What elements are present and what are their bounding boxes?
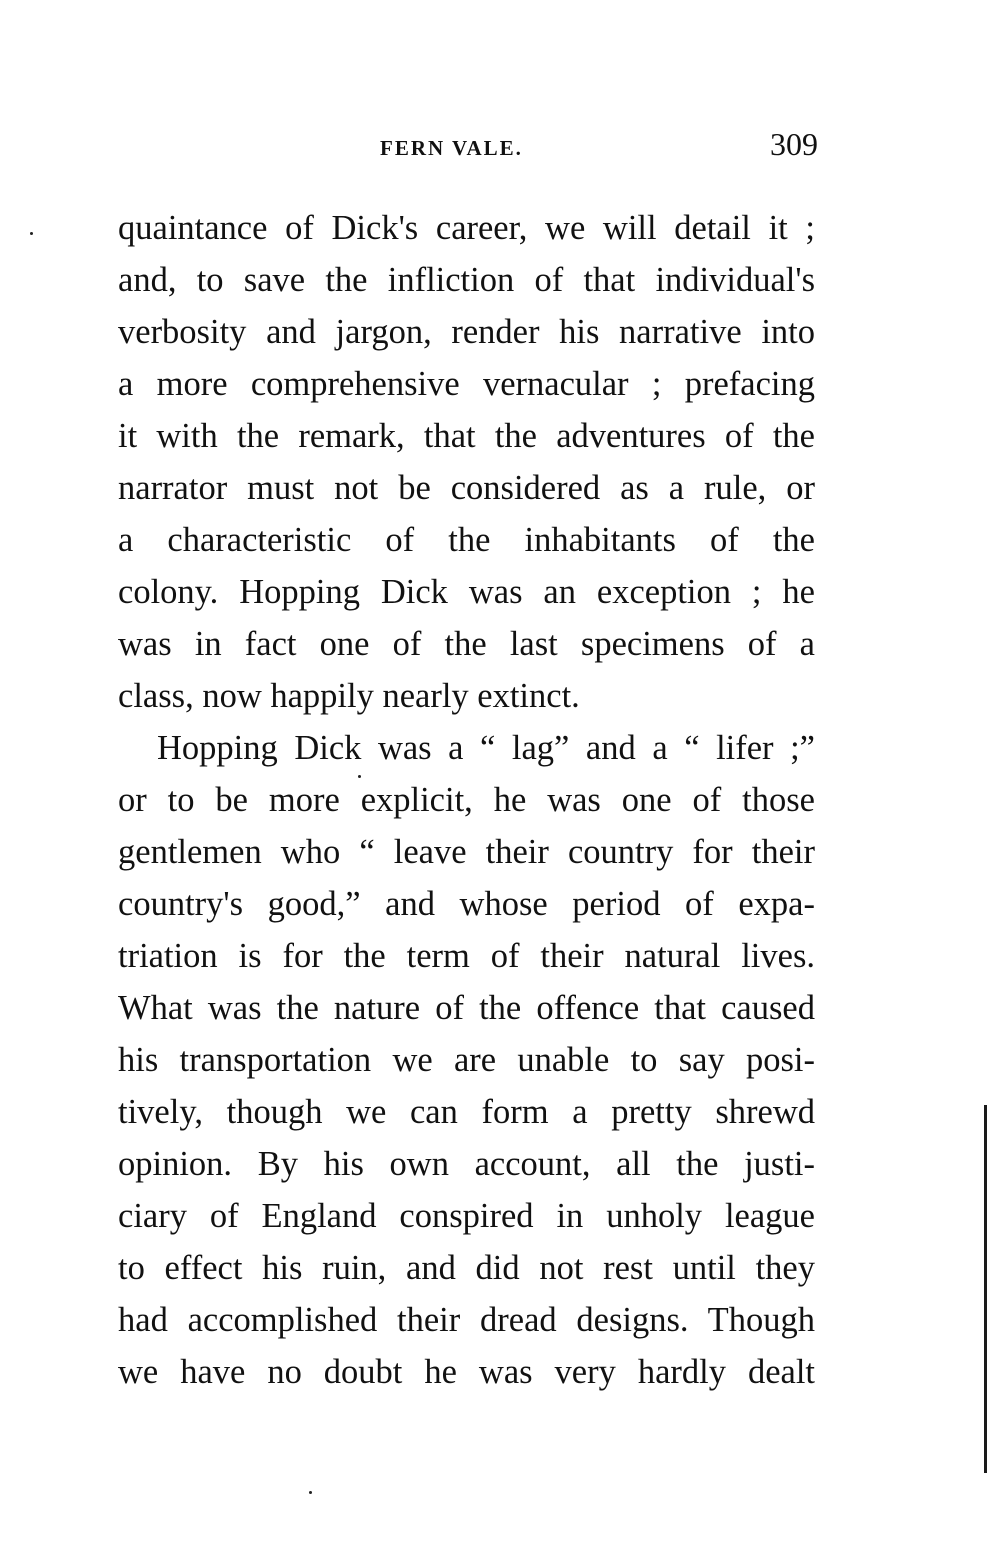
text-line: class, now happily nearly extinct.	[118, 677, 580, 715]
running-title: FERN VALE.	[380, 136, 523, 160]
text-line: had accomplished their dread designs. Though	[118, 1301, 815, 1339]
text-line: country's good,” and whose period of expa-	[118, 885, 815, 923]
text-line: colony. Hopping Dick was an exception ; he	[118, 573, 815, 611]
page-header	[118, 126, 818, 166]
text-line: a more comprehensive vernacular ; prefacing	[118, 365, 815, 403]
text-line: and, to save the infliction of that individual's	[118, 261, 815, 299]
text-line: his transportation we are unable to say posi-	[118, 1041, 815, 1079]
page-number: 309	[770, 126, 818, 162]
text-line: quaintance of Dick's career, we will detail it ;	[118, 209, 815, 247]
text-line: ciary of England conspired in unholy league	[118, 1197, 815, 1235]
text-line: What was the nature of the offence that caused	[118, 989, 815, 1027]
text-line: a characteristic of the inhabitants of the	[118, 521, 815, 559]
text-line: opinion. By his own account, all the justi-	[118, 1145, 815, 1183]
text-line: was in fact one of the last specimens of a	[118, 625, 815, 663]
text-line: tively, though we can form a pretty shrewd	[118, 1093, 815, 1131]
text-line: it with the remark, that the adventures of the	[118, 417, 815, 455]
scan-speck	[358, 775, 361, 778]
text-line: we have no doubt he was very hardly dealt	[118, 1353, 815, 1391]
text-line: narrator must not be considered as a rule, or	[118, 469, 815, 507]
text-line: gentlemen who “ leave their country for their	[118, 833, 815, 871]
text-line: or to be more explicit, he was one of those	[118, 781, 815, 819]
text-line: triation is for the term of their natural lives.	[118, 937, 815, 975]
text-line: Hopping Dick was a “ lag” and a “ lifer ;”	[157, 729, 815, 767]
scan-edge-rule	[984, 1105, 987, 1473]
scan-speck	[309, 1491, 312, 1494]
text-line: verbosity and jargon, render his narrative into	[118, 313, 815, 351]
scan-speck	[30, 232, 33, 235]
text-line: to effect his ruin, and did not rest until they	[118, 1249, 815, 1287]
